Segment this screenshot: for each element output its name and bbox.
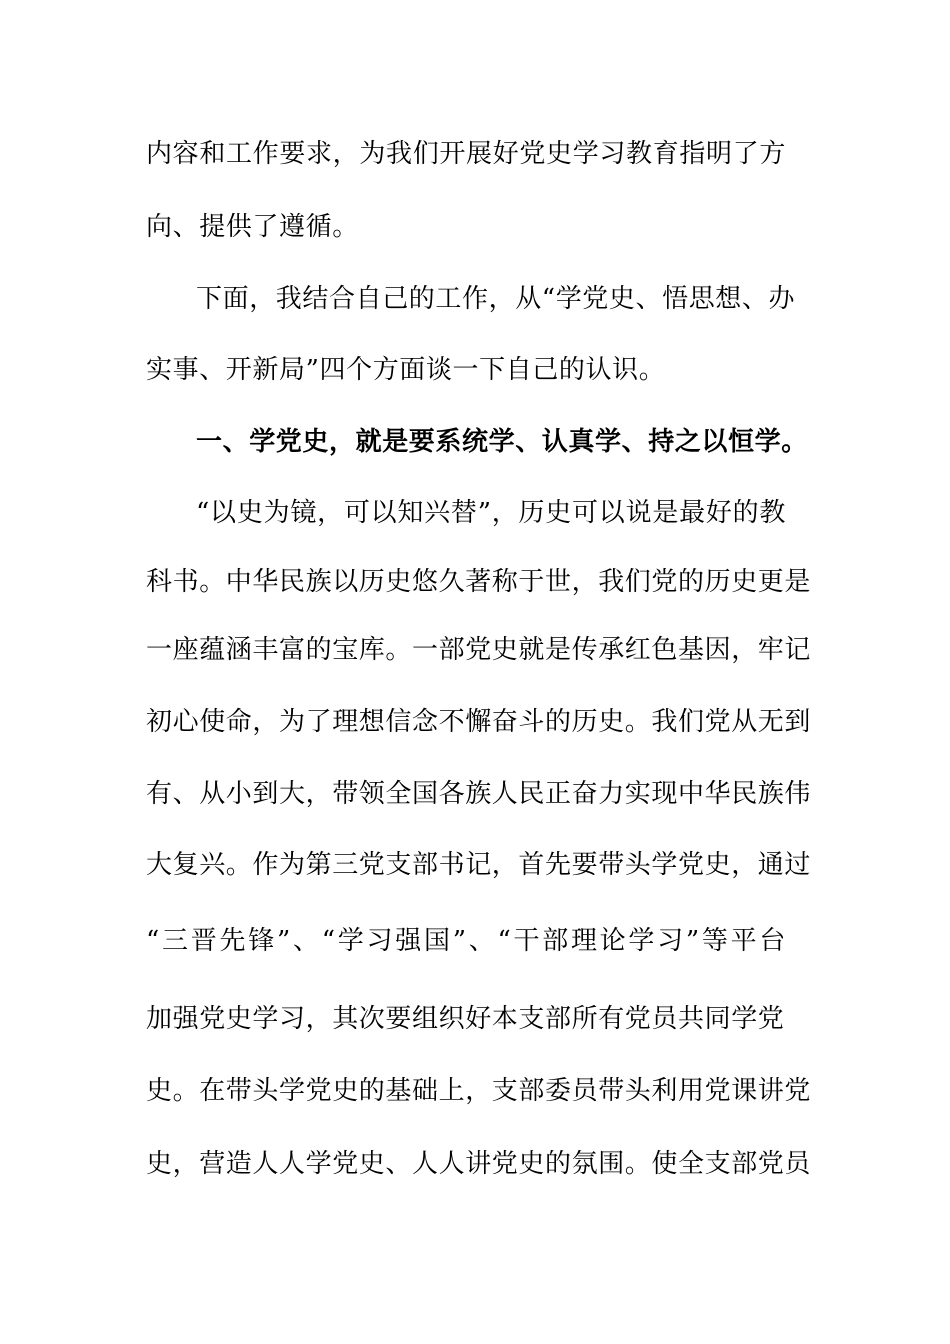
- body-text-line-1: 内容和工作要求，为我们开展好党史学习教育指明了方: [146, 139, 786, 169]
- body-text-line-2: 向、提供了遵循。: [146, 212, 359, 242]
- paragraph-3-line-7: “三晋先锋”、“学习强国”、“干部理论学习”等平台: [146, 926, 786, 956]
- paragraph-2-line-2: 实事、开新局”四个方面谈一下自己的认识。: [146, 355, 666, 385]
- paragraph-3-line-3: 一座蕴涵丰富的宝库。一部党史就是传承红色基因，牢记: [146, 635, 812, 665]
- paragraph-3-line-5: 有、从小到大，带领全国各族人民正奋力实现中华民族伟: [146, 779, 812, 809]
- paragraph-3-line-4: 初心使命，为了理想信念不懈奋斗的历史。我们党从无到: [146, 707, 812, 737]
- section-heading-1: 一、学党史，就是要系统学、认真学、持之以恒学。: [196, 427, 808, 457]
- paragraph-3-line-10: 史，营造人人学党史、人人讲党史的氛围。使全支部党员: [146, 1149, 812, 1179]
- paragraph-3-line-6: 大复兴。作为第三党支部书记，首先要带头学党史，通过: [146, 850, 812, 880]
- paragraph-3-line-2: 科书。中华民族以历史悠久著称于世，我们党的历史更是: [146, 567, 812, 597]
- paragraph-3-line-8: 加强党史学习，其次要组织好本支部所有党员共同学党: [146, 1004, 785, 1034]
- paragraph-2-line-1: 下面，我结合自己的工作，从“学党史、悟思想、办: [196, 284, 796, 314]
- paragraph-3-line-9: 史。在带头学党史的基础上，支部委员带头利用党课讲党: [146, 1076, 812, 1106]
- paragraph-3-line-1: “以史为镜，可以知兴替”，历史可以说是最好的教: [196, 498, 786, 528]
